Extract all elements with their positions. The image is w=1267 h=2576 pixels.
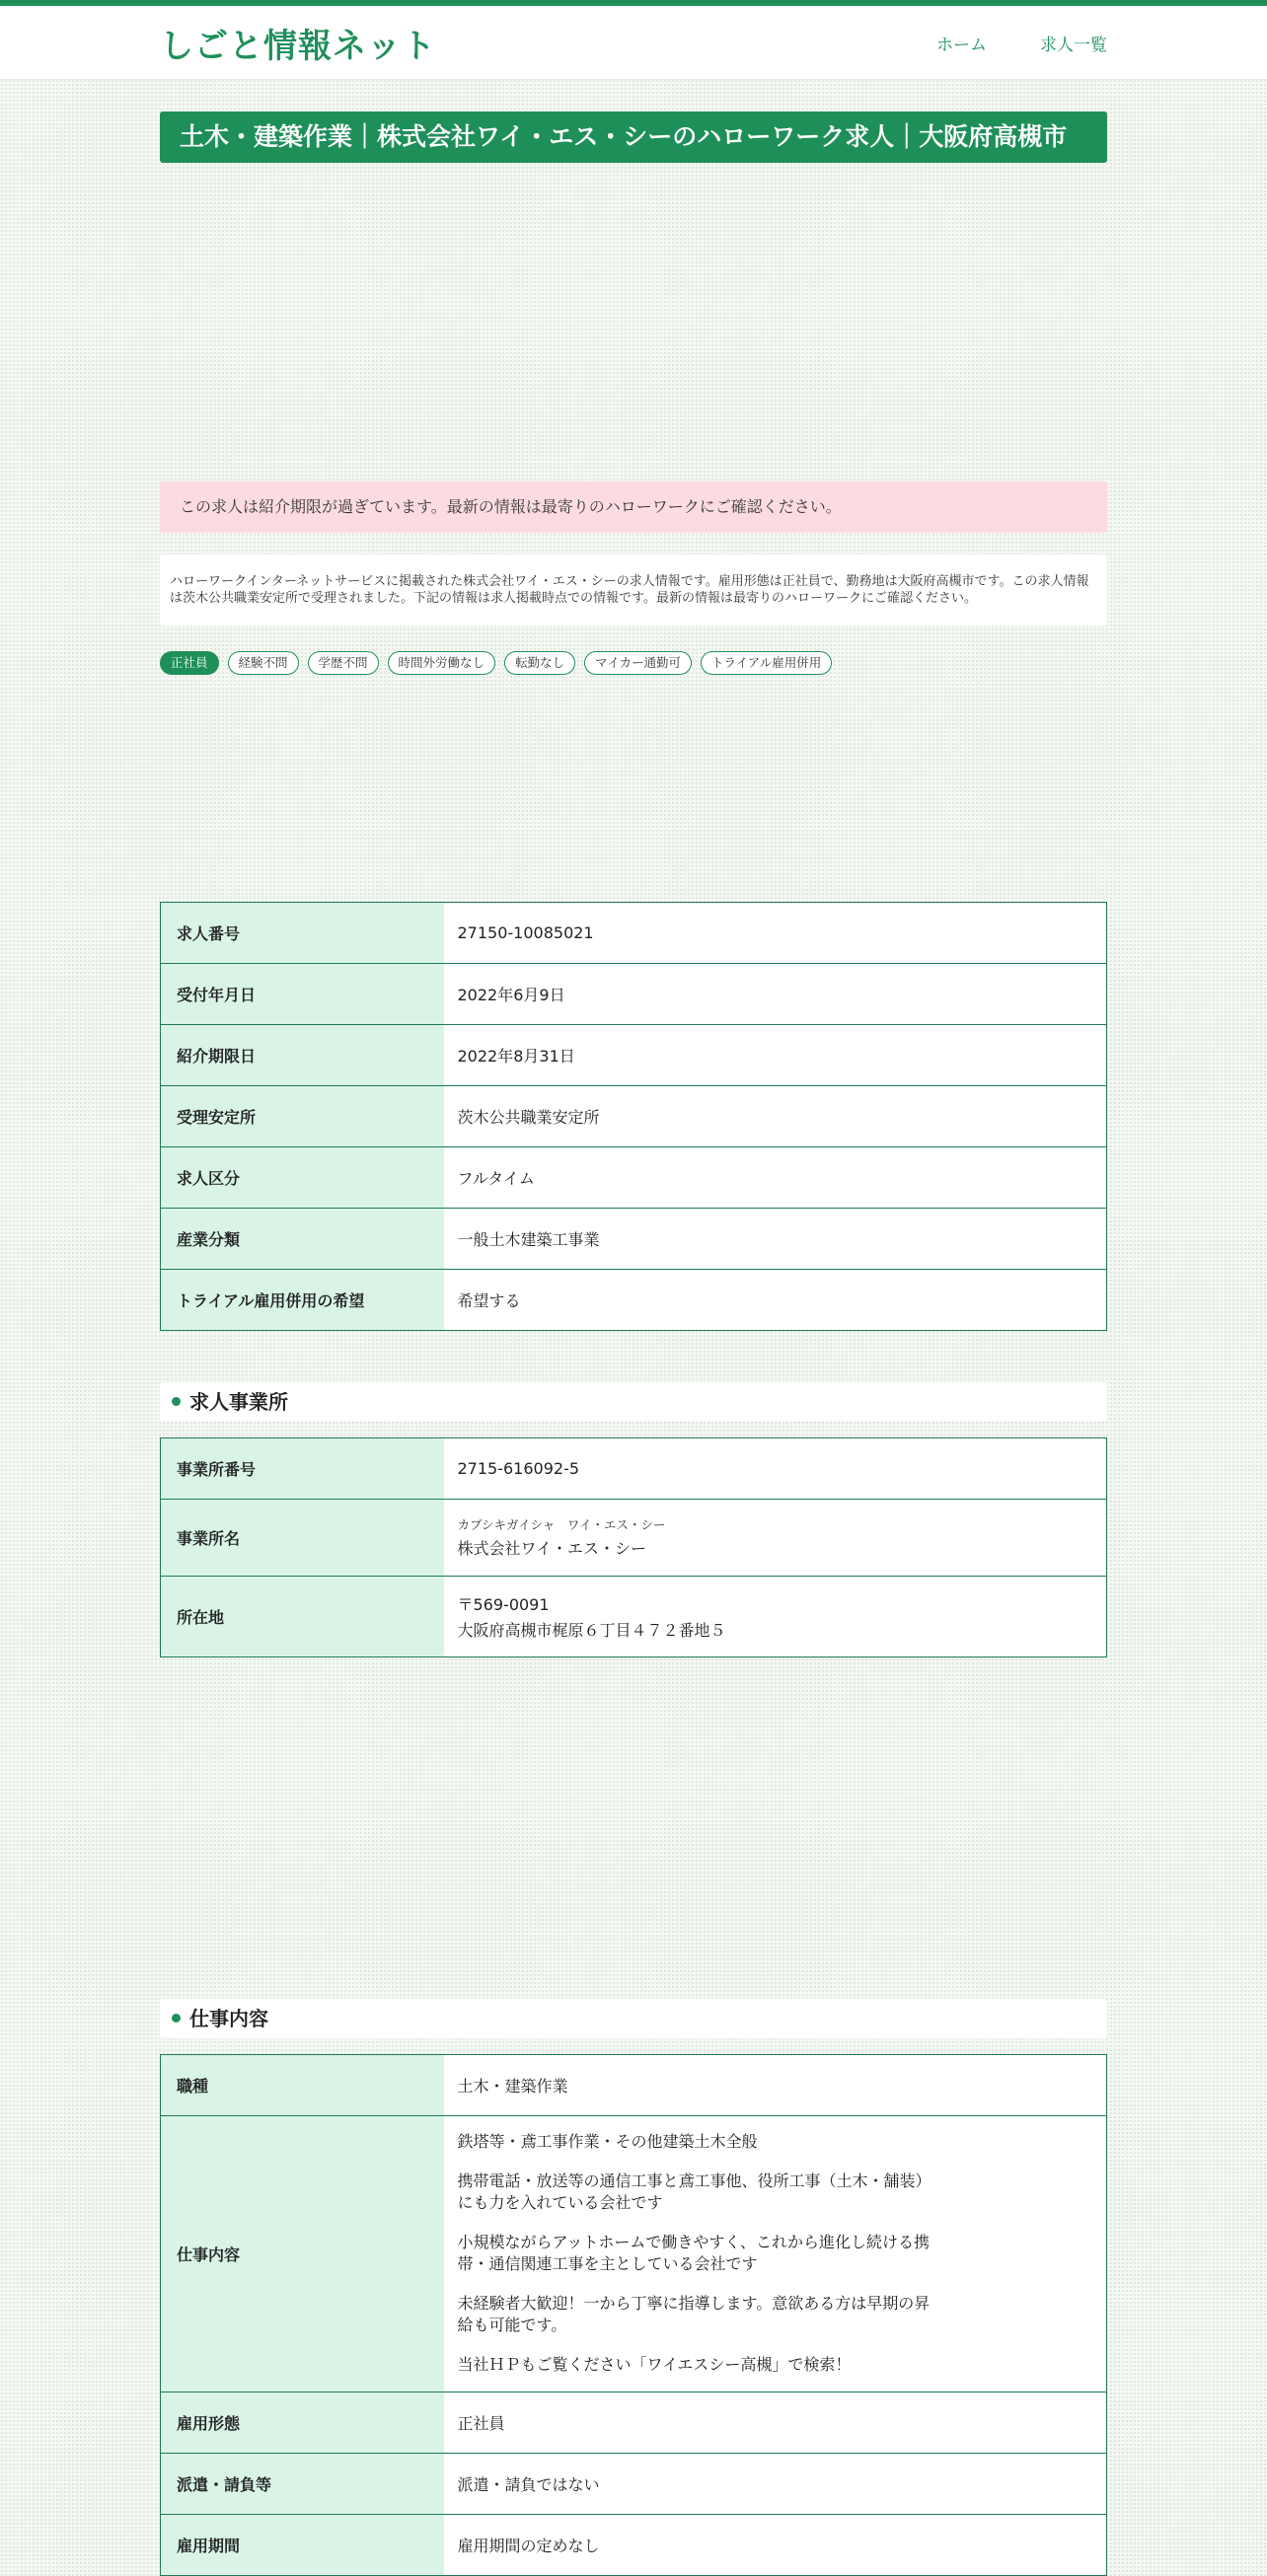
table-row: [161, 1576, 1107, 1656]
site-header: [0, 6, 1267, 80]
nav-home-link[interactable]: ホーム: [936, 35, 987, 55]
table-row: [161, 2392, 1107, 2453]
row-label: 求人区分: [161, 1146, 444, 1208]
table-row: [161, 2514, 1107, 2575]
row-label: 事業所番号: [161, 1437, 444, 1499]
ad-space: [160, 1657, 1107, 1999]
main-nav: [936, 31, 1107, 55]
job-content-table: [160, 2054, 1107, 2576]
row-label: 求人番号: [161, 902, 444, 963]
section-title: 仕事内容: [189, 2006, 268, 2030]
table-row: [161, 963, 1107, 1024]
tag-full-time: 正社員: [160, 651, 219, 675]
intro-text: ハローワークインターネットサービスに掲載された株式会社ワイ・エス・シーの求人情報です。雇用形態は正社員で、勤務地は大阪府高槻市です。この求人情報は茨木公共職業安定所で受理されました。下記の情報は求人掲載時点での情報です。最新の情報は最寄りのハローワークにご確認ください。: [160, 554, 1107, 626]
job-description-cell: [444, 2115, 1107, 2392]
table-row: [161, 1146, 1107, 1208]
ad-space: [160, 675, 1107, 902]
table-row: [161, 1208, 1107, 1269]
row-value: 希望する: [444, 1269, 1107, 1330]
occupation-value: 土木・建築作業: [444, 2054, 1107, 2115]
row-label: 産業分類: [161, 1208, 444, 1269]
dispatch-value: 派遣・請負ではない: [444, 2453, 1107, 2514]
section-heading-job: [160, 1999, 1107, 2038]
feature-tags: [160, 651, 1107, 675]
ad-space: [160, 180, 1107, 481]
job-description-paragraph: 未経験者大歓迎！一から丁寧に指導します。意欲ある方は早期の昇給も可能です。: [457, 2294, 931, 2335]
site-logo[interactable]: しごと情報ネット: [160, 26, 436, 66]
row-label: 仕事内容: [161, 2115, 444, 2392]
table-row: [161, 1499, 1107, 1576]
bullet-dot-icon: [172, 2014, 181, 2023]
office-name-kana: カブシキガイシャ ワイ・エス・シー: [457, 1517, 666, 1533]
row-label: トライアル雇用併用の希望: [161, 1269, 444, 1330]
job-description-paragraph: 小規模ながらアットホームで働きやすく、これから進化し続ける携帯・通信関連工事を主としている会社です: [457, 2233, 931, 2274]
tag-no-overtime: 時間外労働なし: [388, 651, 496, 675]
table-row: [161, 902, 1107, 963]
nav-job-list-link[interactable]: 求人一覧: [1040, 35, 1107, 55]
table-row: [161, 1269, 1107, 1330]
row-label: 職種: [161, 2054, 444, 2115]
tag-no-experience: 経験不問: [228, 651, 299, 675]
tag-trial-employment: トライアル雇用併用: [701, 651, 832, 675]
row-label: 所在地: [161, 1576, 444, 1656]
employment-period-value: 雇用期間の定めなし: [444, 2514, 1107, 2575]
row-label: 派遣・請負等: [161, 2453, 444, 2514]
section-title: 求人事業所: [189, 1389, 288, 1414]
tag-no-education: 学歴不問: [308, 651, 379, 675]
office-table: [160, 1437, 1107, 1657]
office-address-cell: [444, 1576, 1107, 1656]
row-label: 受理安定所: [161, 1085, 444, 1146]
row-label: 雇用形態: [161, 2392, 444, 2453]
office-address: 大阪府高槻市梶原６丁目４７２番地５: [457, 1620, 726, 1640]
table-row: [161, 2054, 1107, 2115]
row-value: 27150-10085021: [444, 902, 1107, 963]
bullet-dot-icon: [172, 1397, 181, 1406]
office-name: 株式会社ワイ・エス・シー: [457, 1539, 647, 1559]
tag-no-transfer: 転勤なし: [504, 651, 575, 675]
office-name-cell: [444, 1499, 1107, 1576]
page-title: 土木・建築作業｜株式会社ワイ・エス・シーのハローワーク求人｜大阪府高槻市: [160, 111, 1107, 163]
row-value: フルタイム: [444, 1146, 1107, 1208]
row-value: 2022年8月31日: [444, 1024, 1107, 1085]
office-number: 2715-616092-5: [444, 1437, 1107, 1499]
tag-car-commute: マイカー通勤可: [584, 651, 692, 675]
job-summary-table: [160, 902, 1107, 1331]
row-label: 事業所名: [161, 1499, 444, 1576]
row-label: 紹介期限日: [161, 1024, 444, 1085]
employment-type-value: 正社員: [444, 2392, 1107, 2453]
expired-alert: この求人は紹介期限が過ぎています。最新の情報は最寄りのハローワークにご確認ください。: [160, 481, 1107, 533]
table-row: [161, 2115, 1107, 2392]
row-value: 2022年6月9日: [444, 963, 1107, 1024]
table-row: [161, 2453, 1107, 2514]
row-value: 一般土木建築工事業: [444, 1208, 1107, 1269]
table-row: [161, 1024, 1107, 1085]
section-heading-office: [160, 1382, 1107, 1422]
main-content: [160, 111, 1107, 2576]
job-description-paragraph: 携帯電話・放送等の通信工事と鳶工事他、役所工事（土木・舗装）にも力を入れている会社です: [457, 2171, 932, 2213]
job-description-paragraph: 当社ＨＰもご覧ください「ワイエスシー高槻」で検索！: [457, 2355, 852, 2375]
row-label: 雇用期間: [161, 2514, 444, 2575]
table-row: [161, 1437, 1107, 1499]
row-value: 茨木公共職業安定所: [444, 1085, 1107, 1146]
postal-code: 〒569-0091: [457, 1594, 550, 1614]
job-description-paragraph: 鉄塔等・鳶工事作業・その他建築土木全般: [457, 2132, 758, 2152]
table-row: [161, 1085, 1107, 1146]
row-label: 受付年月日: [161, 963, 444, 1024]
